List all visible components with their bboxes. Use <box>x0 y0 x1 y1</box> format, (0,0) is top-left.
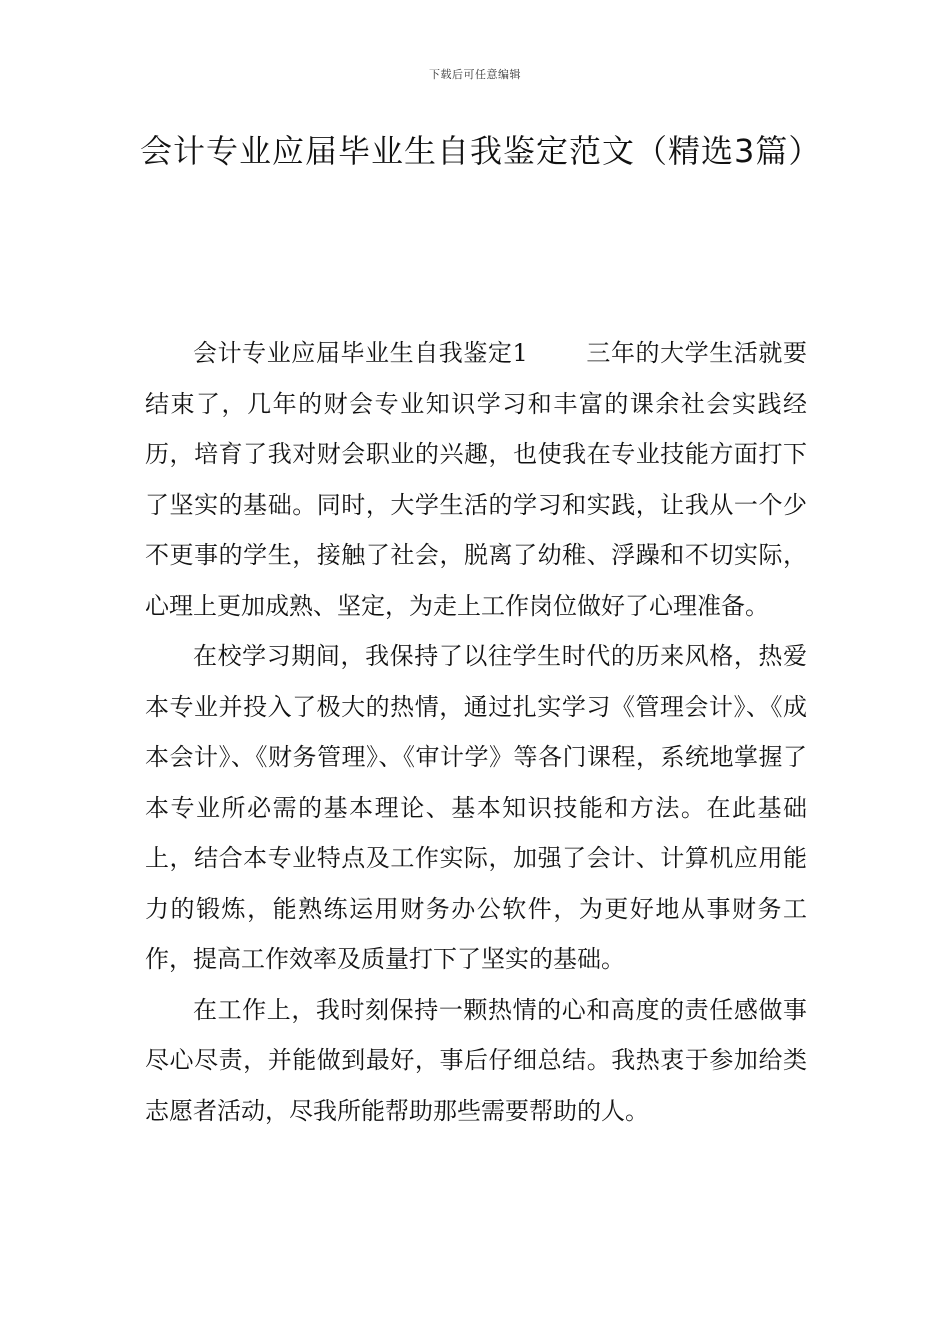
paragraph-1 <box>145 328 807 631</box>
header-note: 下载后可任意编辑 <box>429 68 521 81</box>
section-heading: 会计专业应届毕业生自我鉴定1 <box>193 339 528 367</box>
document-body <box>145 328 807 1136</box>
document-title: 会计专业应届毕业生自我鉴定范文（精选3篇） <box>140 132 822 170</box>
paragraph-3: 在工作上，我时刻保持一颗热情的心和高度的责任感做事尽心尽责，并能做到最好，事后仔细总结。我热衷于参加给类志愿者活动，尽我所能帮助那些需要帮助的人。 <box>145 995 807 1125</box>
paragraph-2: 在校学习期间，我保持了以往学生时代的历来风格，热爱本专业并投入了极大的热情，通过扎实学习《管理会计》、《成本会计》、《财务管理》、《审计学》等各门课程，系统地掌握了本专业所必需的基本理论、基本知识技能和方法。在此基础上，结合本专业特点及工作实际，加强了会计、计算机应用能力的锻炼，能熟练运用财务办公软件，为更好地从事财务工作，提高工作效率及质量打下了坚实的基础。 <box>145 642 807 973</box>
paragraph-1-text: 三年的大学生活就要结束了，几年的财会专业知识学习和丰富的课余社会实践经历，培育了我对财会职业的兴趣，也使我在专业技能方面打下了坚实的基础。同时，大学生活的学习和实践，让我从一个少不更事的学生，接触了社会，脱离了幼稚、浮躁和不切实际，心理上更加成熟、坚定，为走上工作岗位做好了心理准备。 <box>145 339 807 620</box>
